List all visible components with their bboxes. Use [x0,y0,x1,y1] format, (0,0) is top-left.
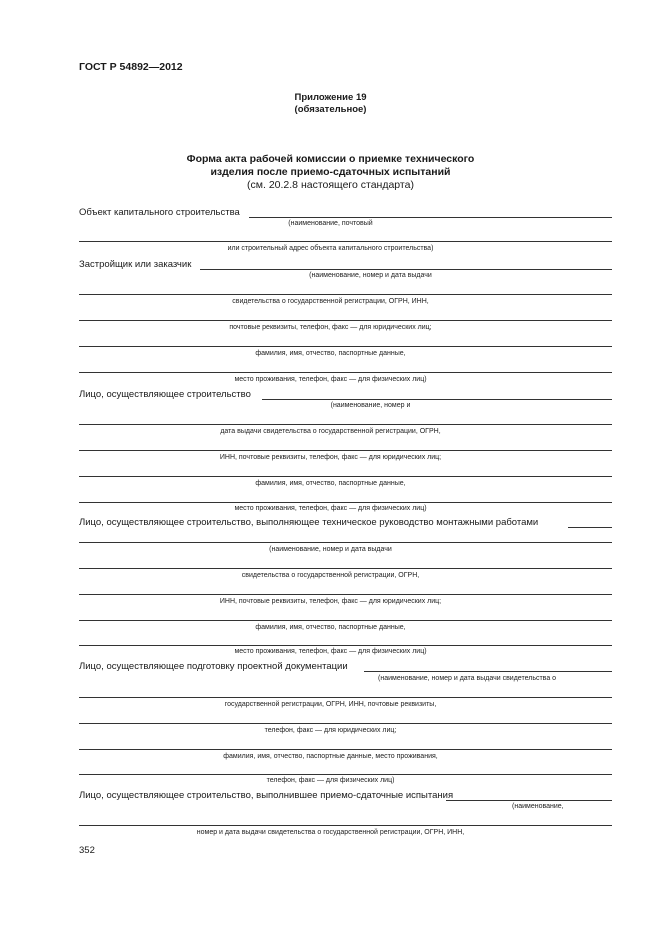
design-hint-5: телефон, факс — для физических лиц) [266,777,395,784]
builder-field-3[interactable] [79,450,612,451]
tester-field-2[interactable] [79,825,612,826]
supervisor-hint-2: свидетельства о государственной регистрации, ОГРН, [241,572,420,579]
design-hint-3: телефон, факс — для юридических лиц; [264,727,397,734]
supervisor-hint-3: ИНН, почтовые реквизиты, телефон, факс — для юридических лиц; [219,598,442,605]
developer-hint-4: фамилия, имя, отчество, паспортные данные, [255,350,406,357]
developer-hint-1: (наименование, номер и дата выдачи [309,272,432,279]
builder-hint-4: фамилия, имя, отчество, паспортные данные, [255,480,406,487]
builder-field-5[interactable] [79,502,612,503]
developer-hint-2: свидетельства о государственной регистрации, ОГРН, ИНН, [232,298,429,305]
tester-hint-2: номер и дата выдачи свидетельства о государственной регистрации, ОГРН, ИНН, [196,829,465,836]
tester-hint-1: (наименование, [512,803,564,810]
design-hint-1: (наименование, номер и дата выдачи свидетельства о [378,675,557,682]
developer-field-3[interactable] [79,320,612,321]
form-title-line1: Форма акта рабочей комиссии о приемке технического [186,153,475,165]
design-field-5[interactable] [79,774,612,775]
developer-field-2[interactable] [79,294,612,295]
form-title-line2: изделия после приемо-сдаточных испытаний [210,166,451,178]
design-hint-2: государственной регистрации, ОГРН, ИНН, почтовые реквизиты, [224,701,437,708]
design-field-2[interactable] [79,697,612,698]
builder-label: Лицо, осуществляющее строительство [79,389,251,400]
form-reference: (см. 20.2.8 настоящего стандарта) [247,179,414,191]
appendix-note: (обязательное) [294,104,367,115]
builder-hint-1: (наименование, номер и [330,402,411,409]
developer-hint-5: место проживания, телефон, факс — для физических лиц) [234,376,427,383]
developer-label: Застройщик или заказчик [79,259,192,270]
tester-label: Лицо, осуществляющее строительство, выполнившее приемо-сдаточные испытания [79,790,454,801]
builder-hint-5: место проживания, телефон, факс — для физических лиц) [234,505,427,512]
tester-field[interactable] [446,800,612,801]
form-title [0,153,661,179]
developer-field-5[interactable] [79,372,612,373]
builder-field[interactable] [262,399,612,400]
page-number: 352 [79,845,95,856]
supervisor-hint-1: (наименование, номер и дата выдачи [269,546,392,553]
developer-hint-3: почтовые реквизиты, телефон, факс — для юридических лиц; [229,324,432,331]
object-field[interactable] [249,217,612,218]
appendix-title: Приложение 19 [294,92,367,103]
supervisor-field-6[interactable] [79,645,612,646]
builder-field-2[interactable] [79,424,612,425]
appendix-block [0,92,661,116]
object-hint-1: (наименование, почтовый [288,220,373,227]
design-field[interactable] [364,671,612,672]
standard-header: ГОСТ Р 54892—2012 [79,61,183,73]
builder-hint-3: ИНН, почтовые реквизиты, телефон, факс — для юридических лиц; [219,454,442,461]
developer-field-4[interactable] [79,346,612,347]
supervisor-field-3[interactable] [79,568,612,569]
object-hint-2: или строительный адрес объекта капитального строительства) [227,245,434,252]
design-field-4[interactable] [79,749,612,750]
supervisor-hint-5: место проживания, телефон, факс — для физических лиц) [234,648,427,655]
object-label: Объект капитального строительства [79,207,240,218]
supervisor-field-4[interactable] [79,594,612,595]
supervisor-hint-4: фамилия, имя, отчество, паспортные данные, [255,624,406,631]
developer-field[interactable] [200,269,612,270]
supervisor-field[interactable] [568,527,612,528]
supervisor-field-2[interactable] [79,542,612,543]
design-label: Лицо, осуществляющее подготовку проектной документации [79,661,348,672]
builder-hint-2: дата выдачи свидетельства о государственной регистрации, ОГРН, [220,428,441,435]
object-field-2[interactable] [79,241,612,242]
supervisor-field-5[interactable] [79,620,612,621]
design-hint-4: фамилия, имя, отчество, паспортные данные, место проживания, [223,753,438,760]
builder-field-4[interactable] [79,476,612,477]
design-field-3[interactable] [79,723,612,724]
supervisor-label: Лицо, осуществляющее строительство, выполняющее техническое руководство монтажными работами [79,517,539,528]
